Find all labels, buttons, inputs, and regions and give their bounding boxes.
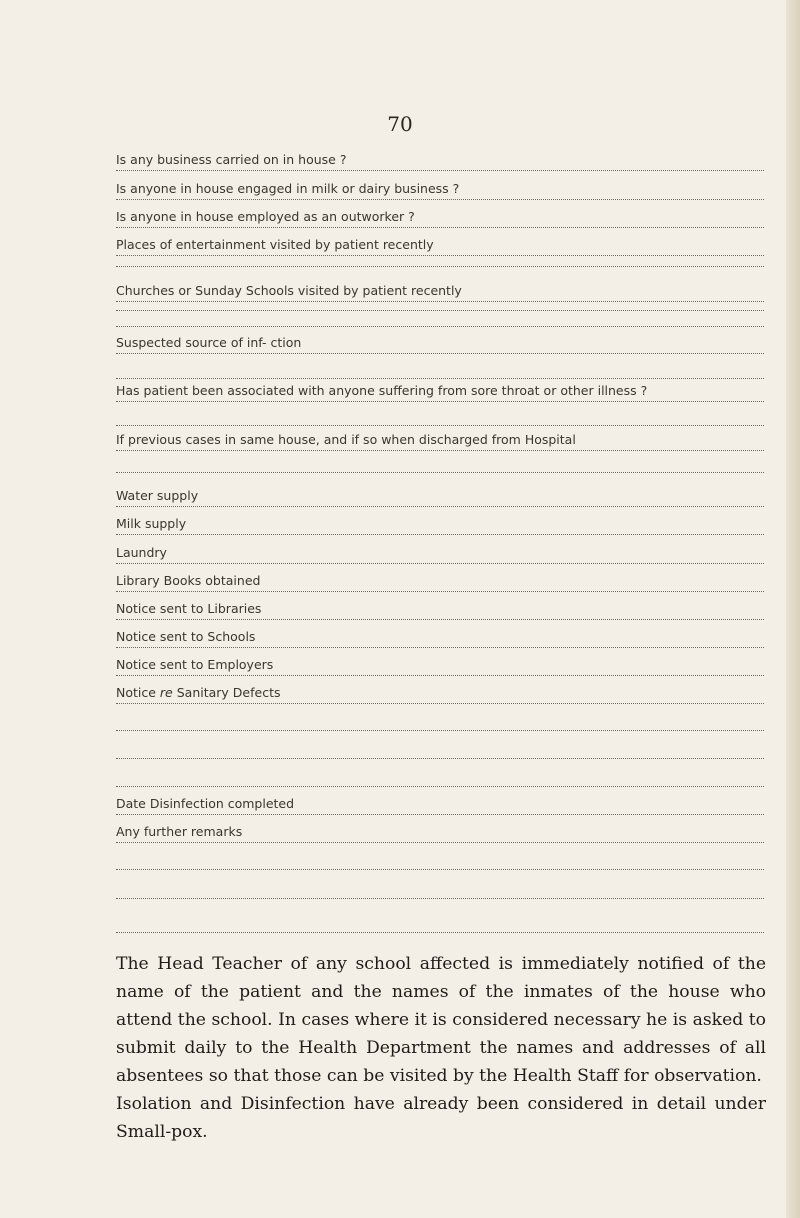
page-edge	[786, 0, 800, 1218]
notice-sanitary-prefix: Notice	[116, 685, 160, 700]
previous-cases-label: If previous cases in same house, and if so when discharged from Hospital	[116, 432, 576, 447]
head-teacher-paragraph: The Head Teacher of any school affected is immediately notified of the name of the patient and the names of the inmates of the house who attend the school. In cases where it is considered necessary he is asked to submit daily to the Health Department the names and addresses of all absentees so that those can be visited by the Health Staff for observation.	[116, 954, 766, 1086]
notice-schools-label: Notice sent to Schools	[116, 629, 256, 644]
blank-line	[116, 378, 764, 379]
blank-line	[116, 932, 764, 933]
blank-line	[116, 898, 764, 899]
library-books-field	[116, 573, 764, 592]
previous-cases-field	[116, 432, 764, 451]
notice-schools-field	[116, 629, 764, 648]
blank-line	[116, 730, 764, 731]
outworker-field	[116, 209, 764, 228]
laundry-field	[116, 545, 764, 564]
water-supply-label: Water supply	[116, 488, 199, 503]
notice-employers-field	[116, 657, 764, 676]
entertainment-label: Places of entertainment visited by patient recently	[116, 237, 434, 252]
blank-line	[116, 786, 764, 787]
notice-sanitary-suffix: Sanitary Defects	[172, 685, 281, 700]
blank-line	[116, 326, 764, 327]
blank-line	[116, 472, 764, 473]
notice-employers-label: Notice sent to Employers	[116, 657, 274, 672]
blank-line	[116, 758, 764, 759]
disinfection-date-label: Date Disinfection completed	[116, 796, 295, 811]
milk-dairy-label: Is anyone in house engaged in milk or dairy business ?	[116, 181, 460, 196]
notice-sanitary-field	[116, 685, 764, 704]
library-books-label: Library Books obtained	[116, 573, 261, 588]
further-remarks-field	[116, 824, 764, 843]
notice-libraries-label: Notice sent to Libraries	[116, 601, 262, 616]
milk-supply-label: Milk supply	[116, 516, 187, 531]
associated-label: Has patient been associated with anyone suffering from sore throat or other illness ?	[116, 383, 648, 398]
blank-line	[116, 310, 764, 311]
laundry-label: Laundry	[116, 545, 167, 560]
churches-label: Churches or Sunday Schools visited by patient recently	[116, 283, 462, 298]
disinfection-date-field	[116, 796, 764, 815]
notice-sanitary-label	[116, 685, 281, 700]
milk-dairy-field	[116, 181, 764, 200]
entertainment-field	[116, 237, 764, 256]
further-remarks-label: Any further remarks	[116, 824, 243, 839]
notice-libraries-field	[116, 601, 764, 620]
blank-line	[116, 266, 764, 267]
associated-field	[116, 383, 764, 402]
milk-supply-field	[116, 516, 764, 535]
isolation-paragraph: Isolation and Disinfection have already been considered in detail under Small-pox.	[116, 1094, 766, 1142]
source-infection-field	[116, 335, 764, 354]
outworker-label: Is anyone in house employed as an outworker ?	[116, 209, 415, 224]
source-infection-label: Suspected source of inf- ction	[116, 335, 302, 350]
page-number: 70	[387, 112, 413, 136]
churches-field	[116, 283, 764, 302]
water-supply-field	[116, 488, 764, 507]
business-in-house-field	[116, 152, 764, 171]
blank-line	[116, 425, 764, 426]
blank-line	[116, 869, 764, 870]
business-in-house-label: Is any business carried on in house ?	[116, 152, 347, 167]
notice-sanitary-re: re	[159, 685, 173, 700]
